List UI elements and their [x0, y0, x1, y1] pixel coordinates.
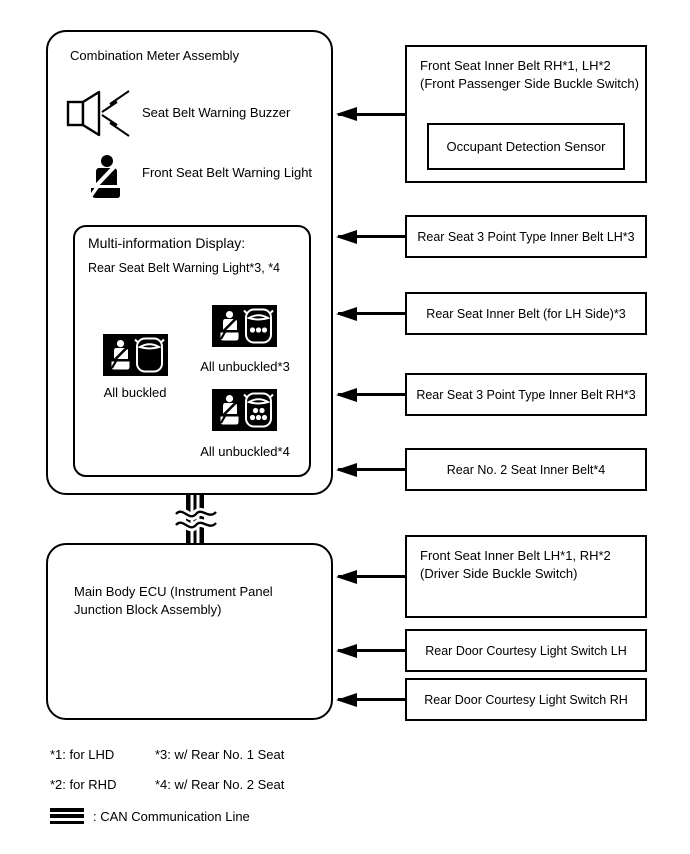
rear-belt-warning-light-label: Rear Seat Belt Warning Light*3, *4: [88, 261, 281, 275]
all-unbuckled-4-label: All unbuckled*4: [200, 444, 290, 459]
box-label: Rear Seat Inner Belt (for LH Side)*3: [426, 306, 626, 321]
ecu-label-line: Main Body ECU (Instrument Panel: [74, 584, 273, 599]
signal-arrow: [338, 698, 405, 701]
box-line: (Front Passenger Side Buckle Switch): [420, 75, 639, 91]
signal-arrow: [338, 312, 405, 315]
buzzer-label: Seat Belt Warning Buzzer: [142, 105, 291, 120]
rear-door-courtesy-switch-rh-box: [405, 678, 647, 721]
combination-meter-assembly-box: [46, 30, 333, 495]
box-line: Front Seat Inner Belt LH*1, RH*2: [420, 548, 611, 563]
display-all-buckled-icon: [103, 334, 168, 376]
signal-arrow: [338, 468, 405, 471]
footnote-4: *4: w/ Rear No. 2 Seat: [155, 777, 285, 792]
occupant-detection-sensor-label: Occupant Detection Sensor: [446, 139, 606, 154]
multi-info-title: Multi-information Display:: [88, 235, 246, 251]
display-all-unbuckled-3-icon: [212, 305, 277, 347]
display-all-unbuckled-4-icon: [212, 389, 277, 431]
front-seat-inner-belt-driver-box: [405, 535, 647, 618]
all-unbuckled-3-label: All unbuckled*3: [200, 359, 290, 374]
speaker-buzzer-icon: [65, 89, 135, 142]
can-line-icon: [50, 808, 84, 824]
main-body-ecu-box: [46, 543, 333, 720]
can-line-legend-label: : CAN Communication Line: [93, 808, 250, 824]
combination-meter-title: Combination Meter Assembly: [70, 48, 240, 63]
signal-arrow: [338, 393, 405, 396]
seat-belt-warning-light-icon: [86, 154, 126, 203]
box-label: Rear Seat 3 Point Type Inner Belt LH*3: [417, 229, 635, 244]
box-line: Front Seat Inner Belt RH*1, LH*2: [420, 58, 611, 73]
box-label: Rear Door Courtesy Light Switch LH: [425, 643, 627, 658]
signal-arrow: [338, 235, 405, 238]
rear-door-courtesy-switch-lh-box: [405, 629, 647, 672]
footnote-3: *3: w/ Rear No. 1 Seat: [155, 747, 285, 762]
signal-arrow: [338, 575, 405, 578]
footnote-2: *2: for RHD: [50, 777, 117, 792]
footnote-1: *1: for LHD: [50, 747, 115, 762]
signal-arrow: [338, 649, 405, 652]
signal-arrow: [338, 113, 405, 116]
rear-seat-3pt-inner-belt-rh-box: [405, 373, 647, 416]
box-line: (Driver Side Buckle Switch): [420, 565, 578, 581]
box-label: Rear Seat 3 Point Type Inner Belt RH*3: [416, 387, 636, 402]
ecu-label-line: Junction Block Assembly): [74, 602, 222, 617]
front-belt-light-label: Front Seat Belt Warning Light: [142, 165, 313, 180]
occupant-detection-sensor-box: [427, 123, 625, 170]
can-line-legend: [50, 808, 250, 824]
rear-seat-3pt-inner-belt-lh-box: [405, 215, 647, 258]
box-label: Rear No. 2 Seat Inner Belt*4: [446, 462, 606, 477]
box-label: Rear Door Courtesy Light Switch RH: [424, 692, 628, 707]
rear-no2-seat-inner-belt-box: [405, 448, 647, 491]
front-seat-inner-belt-passenger-box: [405, 45, 647, 183]
multi-information-display-box: [73, 225, 311, 477]
all-buckled-label: All buckled: [103, 385, 167, 400]
can-bus-connector-icon: [172, 494, 220, 548]
rear-seat-inner-belt-lh-side-box: [405, 292, 647, 335]
